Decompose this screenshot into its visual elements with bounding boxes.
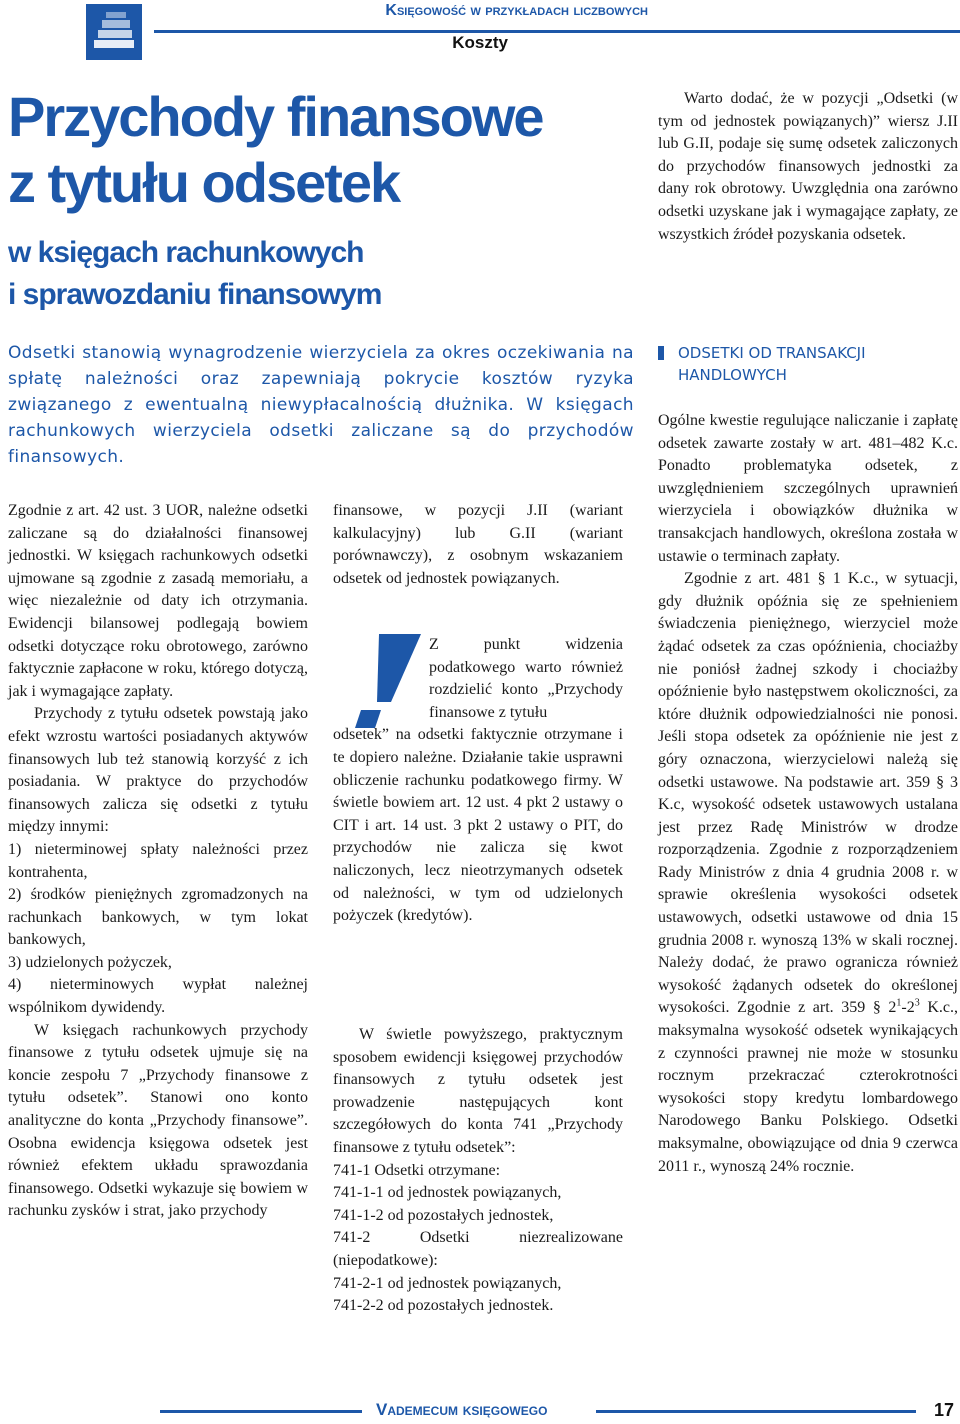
right-column-top xyxy=(658,88,958,246)
middle-paragraph-2: W świetle powyższego, praktycznym sposobem ewidencji księgowej przychodów finansowych z tytułu odsetek jest prowadzenie następujących kont szczegółowych do konta 741 „Przychody finansowe z tytułu odsetek”: xyxy=(333,1026,623,1156)
account-line: 741-1-2 od pozostałych jednostek, xyxy=(333,1206,554,1224)
section-label: Koszty xyxy=(452,33,508,52)
tax-note-top: Z punkt widzenia podatkowego warto również rozdzielić konto „Przychody finansowe z tytułu xyxy=(429,636,623,721)
series-title: Księgowość w przykładach liczbowych xyxy=(385,2,648,19)
article-subtitle xyxy=(8,232,628,316)
footer-title: Vademecum księgowego xyxy=(376,1400,548,1419)
middle-column-top xyxy=(333,500,623,590)
title-line-1: Przychody finansowe xyxy=(8,85,543,148)
lead-paragraph: Odsetki stanowią wynagrodzenie wierzyciela za okres oczekiwania na spłatę należności oraz zapewniają pokrycie kosztów ryzyka związanego z ewentualną niewypłacalnością dłużnika. W księgach rachunkowych wierzyciela odsetki zaliczane są do przychodów finansowych. xyxy=(8,343,634,467)
left-paragraph-3: W księgach rachunkowych przychody finansowe z tytułu odsetek ujmuje się na koncie zespołu 7 „Przychody finansowe z tytułu odsetek”. Stanowi ono konto analityczne do konta „Przychody finansowe”. Osobna ewidencja księgowa odsetek jest również efektem układu sprawozdania finansowego. Odsetki wykazuje się bowiem w rachunku zysków i strat, jako przychody xyxy=(8,1021,308,1220)
subtitle-line-2: i sprawozdaniu finansowym xyxy=(8,278,382,311)
right-paragraph-2: Ogólne kwestie regulujące naliczanie i zapłatę odsetek zawarte zostały w art. 481–482 K.c. Ponadto problematyka odsetek, z uwzględnieniem szczególnych uprawnień wierzyciela i obowiązków dłużnika w transakcjach handlowych, określona została w ustawie o terminach zapłaty. xyxy=(658,412,958,565)
article-title xyxy=(8,84,628,216)
footer-rule-left xyxy=(160,1410,362,1413)
list-item: 3) udzielonych pożyczek, xyxy=(8,953,172,971)
account-line: 741-2-2 od pozostałych jednostek. xyxy=(333,1297,554,1315)
title-line-2: z tytułu odsetek xyxy=(8,151,400,214)
footer-rule-right xyxy=(596,1410,916,1413)
left-column xyxy=(8,500,308,1223)
publication-logo xyxy=(86,4,142,60)
right-column-bottom xyxy=(658,410,958,1178)
tax-note xyxy=(333,634,623,928)
account-line: 741-2-1 od jednostek powiązanych, xyxy=(333,1274,562,1292)
left-paragraph-1: Zgodnie z art. 42 ust. 3 UOR, należne odsetki zaliczane są do działalności finansowej jednostki. W księgach rachunkowych odsetki ujmowane są zgodnie z zasadą memoriału, a więc niezależnie od daty ich otrzymania. Ewidencji bilansowej podlegają bowiem odsetki dotyczące roku obrotowego, zarówno faktycznie zapłacone w roku, którego dotyczą, jak i wymagające zapłaty. xyxy=(8,502,308,700)
section-heading xyxy=(658,342,958,386)
page-number: 17 xyxy=(933,1400,954,1420)
list-item: 1) nieterminowej spłaty należności przez kontrahenta, xyxy=(8,840,308,881)
subtitle-line-1: w księgach rachunkowych xyxy=(8,236,364,269)
header-rule xyxy=(154,30,960,33)
middle-paragraph-1: finansowe, w pozycji J.II (wariant kalkulacyjny) lub G.II (wariant porównawczy), z osobnym wskazaniem odsetek od jednostek powiązanych. xyxy=(333,502,623,587)
list-item: 4) nieterminowych wypłat należnej wspólnikom dywidendy. xyxy=(8,976,308,1017)
right-paragraph-1: Warto dodać, że w pozycji „Odsetki (w tym od jednostek powiązanych)” wiersz J.II lub G.II, podaje się sumę odsetek zaliczonych do przychodów finansowych jednostki za dany rok obrotowy. Uwzględnia ona zarówno odsetki uzyskane jak i wymagające zapłaty, ze wszystkich źródeł pozyskania odsetek. xyxy=(658,90,958,243)
account-line: 741-2 Odsetki niezrealizowane (niepodatkowe): xyxy=(333,1229,623,1269)
left-paragraph-2: Przychody z tytułu odsetek powstają jako efekt wzrostu wartości posiadanych aktywów finansowych lub też stanowią korzyść z ich posiadania. W praktyce do przychodów finansowych zalicza się odsetki z tytułu między innymi: xyxy=(8,705,308,836)
heading-marker xyxy=(658,346,664,360)
list-item: 2) środków pieniężnych zgromadzonych na rachunkach bankowych, w tym lokat bankowych, xyxy=(8,886,308,949)
account-line: 741-1 Odsetki otrzymane: xyxy=(333,1161,501,1179)
books-icon xyxy=(92,10,136,54)
middle-column-bottom xyxy=(333,1024,623,1318)
right-paragraph-3: Zgodnie z art. 481 § 1 K.c., w sytuacji, gdy dłużnik opóźnia się ze spełnieniem świadczenia pieniężnego, wierzyciel może żądać odsetek za czas opóźnienia, chociażby nie poniósł żadnej szkody i chociażby opóźnienie było następstwem okoliczności, za które dłużnik odpowiedzialności nie ponosi. Jeśli stopa odsetek za opóźnienie nie jest z góry oznaczona, wierzycielowi należą się odsetki ustawowe. Na podstawie art. 359 § 3 K.c, wysokość odsetek ustawowych ustalana jest przez Radę Ministrów w drodze rozporządzenia. Zgodnie z rozporządzeniem Rady Ministrów z dnia 4 grudnia 2008 r. w sprawie określenia wysokości odsetek ustawowych, odsetki ustawowe od dnia 15 grudnia 2008 r. wynoszą 13% w skali rocznej. Należy dodać, że prawo ogranicza również wysokość żądanych odsetek do określonej wysokości. Zgodnie z art. 359 § $2^1-2^3$ K.c., maksymalna wysokość odsetek wynikających z czynności prawnej nie może w stosunku rocznym przekraczać czterokrotności wysokości stopy kredytu lombardowego Narodowego Banku Polskiego. Odsetki maksymalne, obowiązujące od dnia 9 czerwca 2011 r., wynoszą 24% rocznie. xyxy=(658,570,958,1175)
section-heading-text: ODSETKI OD TRANSAKCJI HANDLOWYCH xyxy=(678,344,866,384)
account-line: 741-1-1 od jednostek powiązanych, xyxy=(333,1184,562,1202)
tax-note-body: odsetek” na odsetki faktycznie otrzymane i te dopiero należne. Działanie takie usprawni obliczenie rachunku podatkowego firmy. W świetle bowiem art. 12 ust. 4 pkt 2 ustawy o CIT i art. 14 ust. 3 pkt 2 ustawy o PIT, do przychodów nie zalicza się kwot naliczonych, lecz nieotrzymanych odsetek od należności, w tym od udzielonych pożyczek (kredytów). xyxy=(333,726,623,925)
